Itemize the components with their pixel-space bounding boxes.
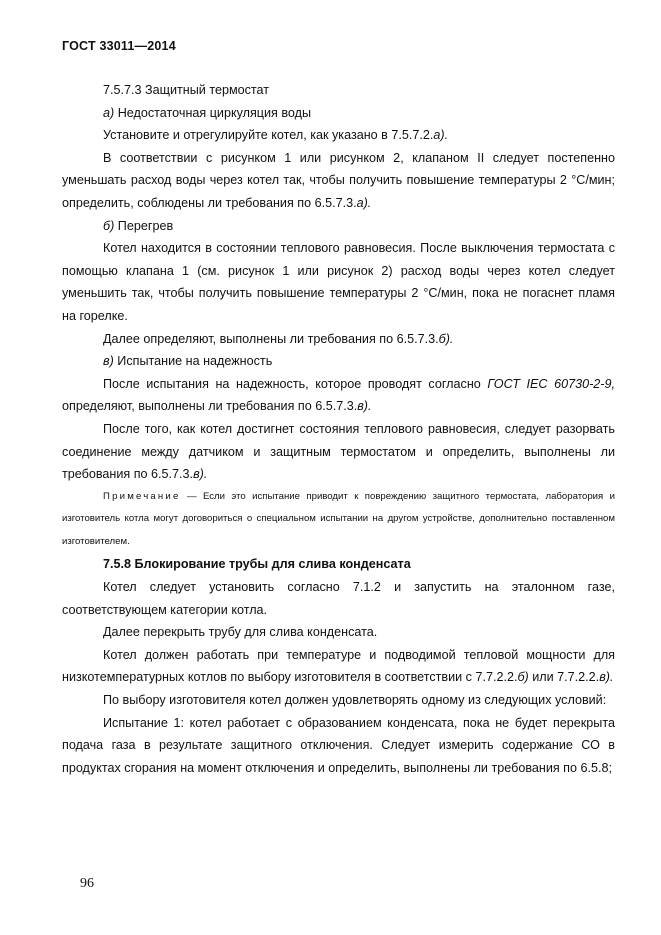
- paragraph: [62, 124, 615, 147]
- paragraph: Котел следует установить согласно 7.1.2 и запустить на эталонном газе, соответствующем категории котла.: [62, 580, 615, 617]
- document-header: ГОСТ 33011—2014: [62, 39, 176, 53]
- paragraph-text: Котел должен работать при температуре и подводимой тепловой мощности для низкотемпературных котлов по выбору изготовителя в соответствии с 7.7.2.2.: [62, 647, 615, 685]
- paragraph-ref: а).: [356, 195, 372, 210]
- item-label-b: б): [103, 218, 115, 233]
- paragraph-ref: б).: [438, 331, 454, 346]
- paragraph-ref: в).: [193, 467, 208, 482]
- standard-ref: ГОСТ IEC 60730-2-9,: [487, 376, 615, 391]
- paragraph-text: В соответствии с рисунком 1 или рисунком 2, клапаном II следует постепенно уменьшать расход воды через котел так, чтобы получить повышение температуры 2 °С/мин; определить, соблюдены ли требования по 6.5.7.3.: [62, 150, 615, 210]
- item-title-b: Перегрев: [117, 218, 174, 233]
- paragraph-text: Установите и отрегулируйте котел, как указано в 7.5.7.2.: [103, 128, 434, 143]
- note: [62, 486, 615, 554]
- section-heading-758: 7.5.8 Блокирование трубы для слива конденсата: [103, 557, 411, 572]
- paragraph-ref: в).: [357, 399, 372, 414]
- paragraph: Котел находится в состоянии теплового равновесия. После выключения термостата с помощью клапана 1 (см. рисунок 1 или рисунок 2) расход воды через котел следует уменьшить так, чтобы получить повышение температуры 2 °С/мин, пока не погаснет пламя на горелке.: [62, 241, 615, 323]
- note-label: Примечание: [103, 490, 181, 502]
- paragraph: Испытание 1: котел работает с образованием конденсата, пока не будет перекрыта подача газа в результате защитного отключения. Следует измерить содержание СО в продуктах сгорания на момент отключения и определить, выполнены ли требования по 6.5.8;: [62, 715, 615, 775]
- subsection-b-title: [62, 215, 615, 238]
- item-title-c: Испытание на надежность: [117, 354, 273, 369]
- paragraph: [62, 418, 615, 486]
- paragraph-text: или 7.7.2.2.: [528, 670, 600, 685]
- paragraph-ref: в).: [599, 670, 614, 685]
- paragraph: [62, 373, 615, 418]
- page-number: 96: [80, 876, 94, 891]
- paragraph-text: После испытания на надежность, которое проводят согласно: [103, 376, 488, 391]
- item-label-c: в): [103, 354, 114, 369]
- paragraph: [62, 147, 615, 215]
- paragraph: Далее перекрыть трубу для слива конденсата.: [103, 625, 378, 640]
- paragraph-text: определяют, выполнены ли требования по 6.5.7.3.: [62, 399, 358, 414]
- subsection-a-title: [62, 102, 615, 125]
- paragraph: [62, 328, 615, 351]
- paragraph-text: Далее определяют, выполнены ли требования по 6.5.7.3.: [103, 331, 439, 346]
- paragraph: По выбору изготовителя котел должен удовлетворять одному из следующих условий:: [103, 693, 607, 708]
- paragraph: [62, 644, 615, 689]
- document-body: [62, 79, 615, 779]
- note-text: — Если это испытание приводит к повреждению защитного термостата, лаборатория и изготовитель котла могут договориться о специальном испытании на другом устройстве, дополнительно поставленном изготовителем.: [62, 490, 615, 547]
- section-heading-7573: 7.5.7.3 Защитный термостат: [103, 83, 270, 97]
- paragraph-ref: а).: [433, 128, 449, 143]
- item-title-a: Недостаточная циркуляция воды: [117, 105, 312, 120]
- paragraph-text: После того, как котел достигнет состояния теплового равновесия, следует разорвать соединение между датчиком и защитным термостатом и определить, выполнены ли требования по 6.5.7.3.: [62, 421, 615, 482]
- paragraph-ref: б): [517, 670, 529, 685]
- subsection-c-title: [62, 350, 615, 373]
- item-label-a: а): [103, 105, 115, 120]
